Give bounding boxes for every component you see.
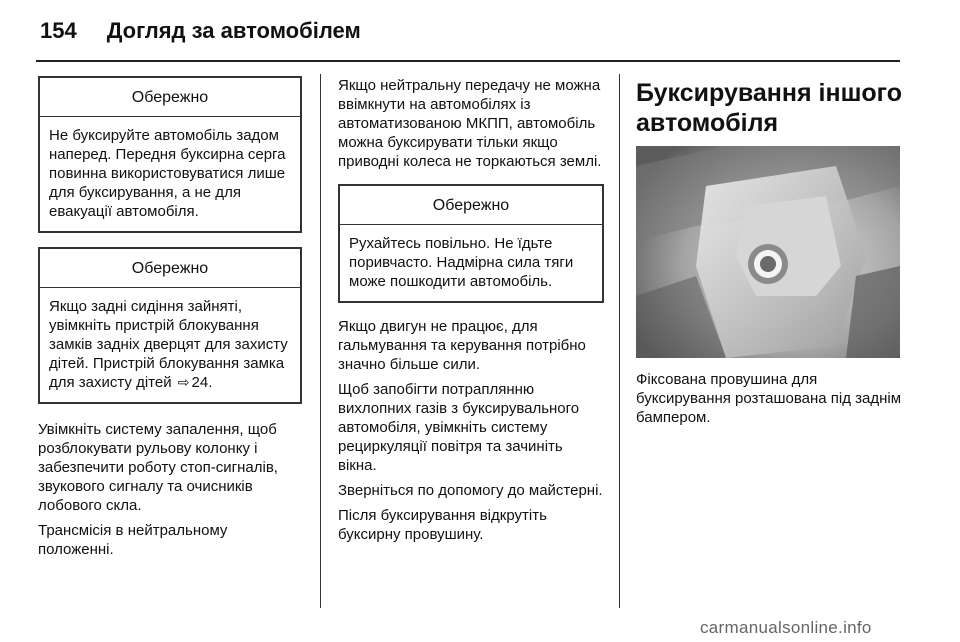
warning-box-2: [38, 247, 302, 404]
paragraph: Якщо нейтральну передачу не можна ввімкнути на автомобілях із автоматизованою МКПП, автомобіль можна буксирувати тільки якщо приводні колеса не торкаються землі.: [338, 77, 602, 170]
warning-box-1: [38, 76, 302, 233]
paragraph: Зверніться по допомогу до майстерні.: [338, 482, 603, 499]
column-1: [38, 76, 302, 565]
paragraph: Після буксирування відкрутіть буксирну провушину.: [338, 507, 547, 543]
warning-box-3: [338, 184, 604, 303]
warning-title: Обережно: [40, 249, 300, 288]
figure-caption: Фіксована провушина для буксирування розташована під заднім бампером.: [636, 371, 902, 426]
warning-body: [40, 288, 300, 402]
paragraph: Увімкніть систему запалення, щоб розблокувати рульову колонку і забезпечити роботу стоп-сигналів, звукового сигналу та очисників лобового скла.: [38, 421, 278, 514]
page-header: [40, 18, 361, 44]
paragraph: Щоб запобігти потраплянню вихлопних газів з буксирувального автомобіля, увімкніть систему рециркуляції повітря та зачиніть вікна.: [338, 381, 580, 474]
paragraph: Якщо двигун не працює, для гальмування та керування потрібно значно більше сили.: [338, 318, 586, 373]
section-heading: Буксирування іншого автомобіля: [636, 79, 903, 137]
warning-body: Не буксируйте автомобіль задом наперед. Передня буксирна серга повинна використовуватися лише для буксирування, а не для евакуації автомобіля.: [49, 127, 286, 220]
warning-title: Обережно: [340, 186, 602, 225]
towing-eye-photo: [636, 146, 900, 358]
towing-eye-illustration: [636, 146, 900, 358]
paragraph: Трансмісія в нейтральному положенні.: [38, 522, 228, 558]
page-reference[interactable]: 24.: [191, 374, 213, 391]
arrow-right-icon: ⇨: [177, 374, 190, 390]
page-title: Догляд за автомобілем: [106, 18, 361, 43]
watermark: carmanualsonline.info: [700, 618, 872, 637]
header-rule: [36, 60, 900, 62]
column-divider-2: [619, 74, 620, 608]
warning-title: Обережно: [40, 78, 300, 117]
column-2: [338, 76, 604, 550]
column-3: [636, 76, 904, 433]
page-number: 154: [40, 18, 77, 43]
warning-text: Якщо задні сидіння зайняті, увімкніть пристрій блокування замків задніх дверцят для захисту дітей. Пристрій блокування замка для захисту дітей: [49, 298, 288, 391]
warning-body: Рухайтесь повільно. Не їдьте поривчасто. Надмірна сила тяги може пошкодити автомобіль.: [349, 235, 574, 290]
column-divider-1: [320, 74, 321, 608]
